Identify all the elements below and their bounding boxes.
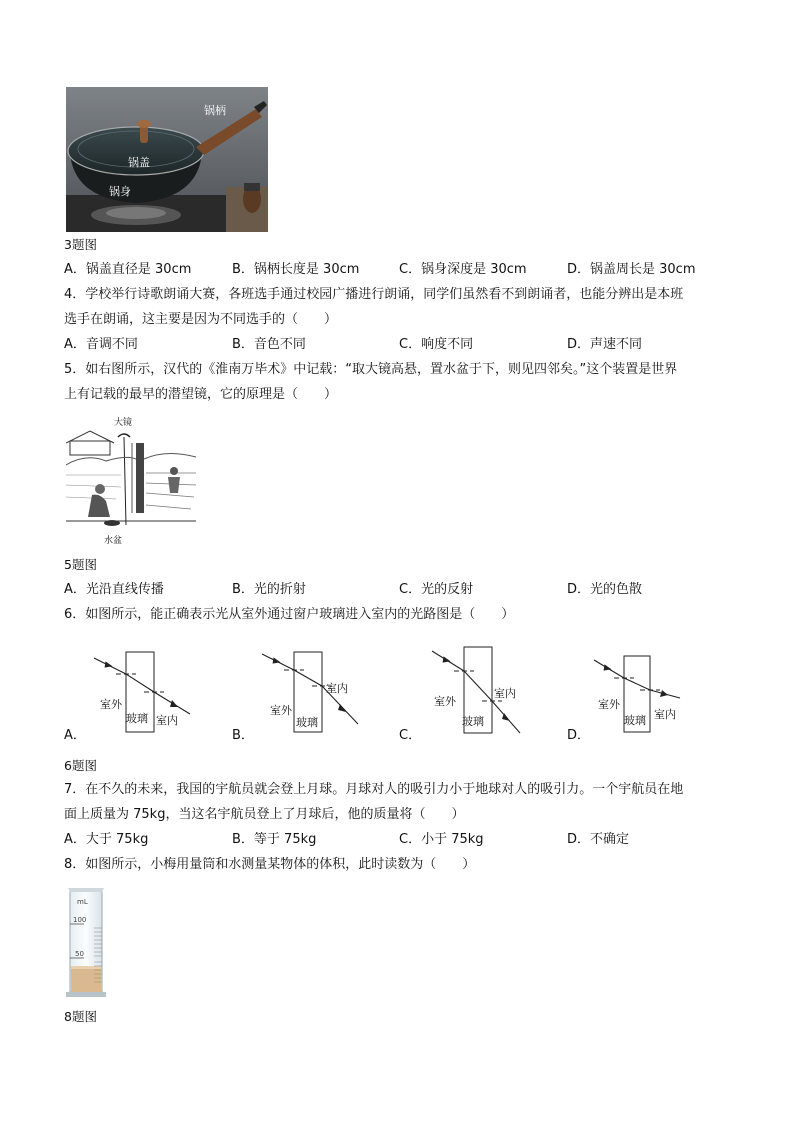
q6-c-outside: 室外: [434, 695, 456, 708]
q5-caption: 5题图: [64, 557, 97, 572]
q7-option-a[interactable]: A．大于 75kg: [64, 832, 149, 847]
q4-option-d[interactable]: D．声速不同: [567, 337, 643, 352]
q8-tick-100: 100: [73, 916, 87, 924]
q6-b-glass: 玻璃: [296, 716, 318, 729]
q8-figure-graduated-cylinder: [64, 884, 110, 1000]
q8-unit-label: mL: [77, 898, 88, 906]
q3-figure-wok: [66, 87, 268, 232]
q6-a-glass: 玻璃: [126, 712, 148, 725]
q6-option-d[interactable]: D．: [567, 728, 591, 743]
q6-b-outside: 室外: [270, 704, 292, 717]
q3-option-b[interactable]: B．锅柄长度是 30cm: [232, 262, 360, 277]
q5-option-d[interactable]: D．光的色散: [567, 582, 643, 597]
q6-option-a[interactable]: A．: [64, 728, 86, 743]
q3-option-c[interactable]: C．锅身深度是 30cm: [399, 262, 527, 277]
q6-option-c[interactable]: C．: [399, 728, 422, 743]
q8-stem-line1: 8．如图所示，小梅用量筒和水测量某物体的体积，此时读数为（ ）: [64, 857, 476, 872]
q8-caption: 8题图: [64, 1009, 97, 1024]
q7-option-c[interactable]: C．小于 75kg: [399, 832, 484, 847]
q3-label-handle: 锅柄: [204, 104, 226, 117]
q5-stem-line1: 5．如右图所示，汉代的《淮南万毕术》中记载：“取大镜高悬，置水盆于下，则见四邻矣。”这个装置是世界: [64, 362, 678, 377]
q6-c-inside: 室内: [494, 687, 516, 700]
q3-label-lid: 锅盖: [128, 156, 150, 169]
q6-figure-d: [592, 652, 702, 738]
q6-figure-b: [258, 646, 368, 738]
q7-option-d[interactable]: D．不确定: [567, 832, 630, 847]
q6-d-inside: 室内: [654, 708, 676, 721]
q6-c-glass: 玻璃: [462, 715, 484, 728]
q7-stem-line2: 面上质量为 75kg，当这名宇航员登上了月球后，他的质量将（ ）: [64, 807, 465, 822]
q3-option-a[interactable]: A．锅盖直径是 30cm: [64, 262, 192, 277]
q7-stem-line1: 7．在不久的未来，我国的宇航员就会登上月球。月球对人的吸引力小于地球对人的吸引力。一个宇航员在地: [64, 782, 684, 797]
q6-figure-c: [428, 643, 538, 739]
q6-stem-line1: 6．如图所示，能正确表示光从室外通过窗户玻璃进入室内的光路图是（ ）: [64, 607, 515, 622]
q4-stem-line2: 选手在朗诵，这主要是因为不同选手的（ ）: [64, 312, 338, 327]
q4-option-c[interactable]: C．响度不同: [399, 337, 474, 352]
q4-option-a[interactable]: A．音调不同: [64, 337, 138, 352]
q3-caption: 3题图: [64, 237, 97, 252]
q7-option-b[interactable]: B．等于 75kg: [232, 832, 317, 847]
q8-tick-50: 50: [75, 950, 84, 958]
q4-option-b[interactable]: B．音色不同: [232, 337, 306, 352]
q6-caption: 6题图: [64, 758, 97, 773]
q6-a-inside: 室内: [156, 714, 178, 727]
q5-figure-periscope: [66, 413, 196, 548]
q4-stem-line1: 4．学校举行诗歌朗诵大赛，各班选手通过校园广播进行朗诵，同学们虽然看不到朗诵者，也能分辨出是本班: [64, 287, 684, 302]
q6-d-outside: 室外: [598, 698, 620, 711]
q5-option-a[interactable]: A．光沿直线传播: [64, 582, 164, 597]
q5-label-basin: 水盆: [104, 536, 123, 546]
q5-stem-line2: 上有记载的最早的潜望镜，它的原理是（ ）: [64, 387, 338, 402]
q6-a-outside: 室外: [100, 698, 122, 711]
q6-b-inside: 室内: [326, 682, 348, 695]
q6-figure-a: [90, 646, 200, 738]
q3-option-d[interactable]: D．锅盖周长是 30cm: [567, 262, 696, 277]
q6-option-b[interactable]: B．: [232, 728, 254, 743]
q5-option-b[interactable]: B．光的折射: [232, 582, 306, 597]
q5-option-c[interactable]: C．光的反射: [399, 582, 474, 597]
q3-label-body: 锅身: [109, 185, 131, 198]
q5-label-mirror: 大镜: [114, 418, 133, 428]
q6-d-glass: 玻璃: [624, 714, 646, 727]
